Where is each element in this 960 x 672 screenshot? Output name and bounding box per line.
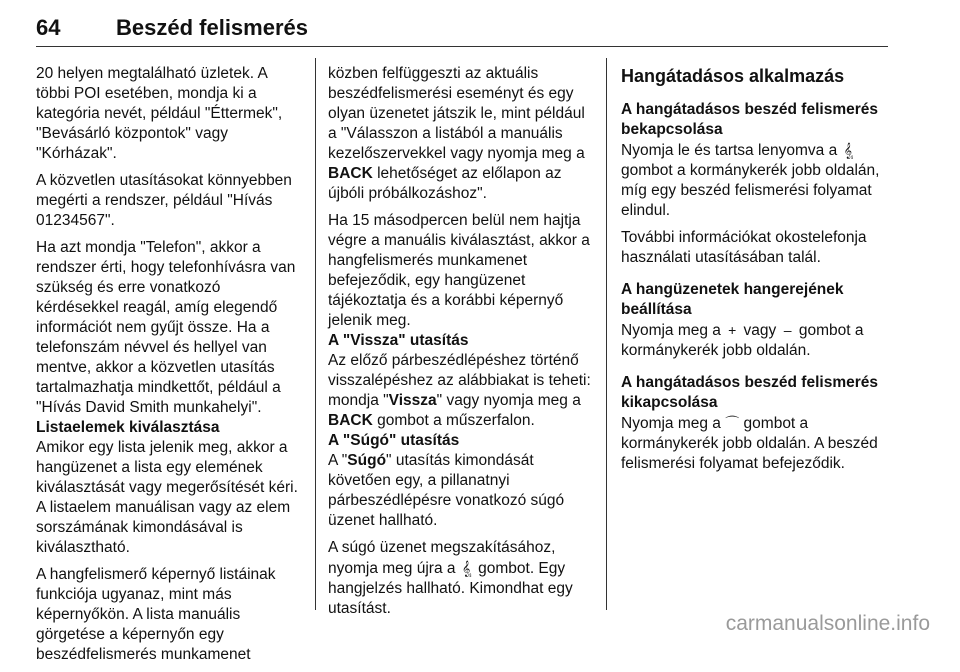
- column-divider: [606, 58, 607, 610]
- section-heading-help: A "Súgó" utasítás: [328, 432, 460, 449]
- page-title: Beszéd felismerés: [116, 15, 308, 40]
- paragraph: A közvetlen utasításokat könnyebben megérti a rendszer, például "Hívás 01234567".: [36, 172, 292, 229]
- plus-icon: +: [728, 322, 737, 338]
- voice-icon: 𝄠: [461, 560, 472, 576]
- paragraph: Ha 15 másodpercen belül nem hajtja végre a manuális kiválasztást, akkor a hangfelismerés munkamenet befejeződik, egy hangüzenet tájékoztatja és a korábbi képernyő jelenik meg.: [328, 212, 590, 329]
- section-heading-back: A "Vissza" utasítás: [328, 332, 469, 349]
- paragraph: 20 helyen megtalálható üzletek. A többi POI esetében, mondja ki a kategória nevét, például "Éttermek", "Bevásárló központok" vagy "Kórházak".: [36, 65, 283, 162]
- hang-up-icon: ⌒: [725, 415, 740, 431]
- paragraph: Az előző párbeszédlépéshez történő visszalépéshez az alábbiakat is teheti: mondja "Vissza" vagy nyomja meg a BACK gombot a műszerfalon.: [328, 352, 591, 429]
- minus-icon: –: [783, 322, 792, 338]
- page-number: 64: [36, 15, 61, 40]
- column-divider: [315, 58, 316, 610]
- paragraph: Nyomja meg a + vagy – gombot a kormánykerék jobb oldalán.: [621, 322, 864, 359]
- paragraph: A súgó üzenet megszakításához, nyomja meg újra a 𝄠 gombot. Egy hangjelzés hallható. Kimondhat egy utasítást.: [328, 539, 573, 617]
- paragraph: További információkat okostelefonja használati utasításában talál.: [621, 229, 867, 266]
- paragraph: A hangfelismerő képernyő listáinak funkciója ugyanaz, mint más képernyőkön. A lista manuális görgetése a képernyőn egy beszédfelismerés munkamenet: [36, 566, 276, 663]
- column-left: [36, 64, 304, 672]
- section-heading-enable: A hangátadásos beszéd felismerés bekapcsolása: [621, 101, 878, 138]
- paragraph: Nyomja meg a ⌒ gombot a kormánykerék jobb oldalán. A beszéd felismerési folyamat befejeződik.: [621, 415, 878, 472]
- paragraph: Nyomja le és tartsa lenyomva a 𝄠 gombot a kormánykerék jobb oldalán, míg egy beszéd felismerési folyamat elindul.: [621, 142, 880, 219]
- page-header: [36, 12, 888, 47]
- voice-icon: 𝄠: [843, 142, 854, 158]
- section-heading-volume: A hangüzenetek hangerejének beállítása: [621, 281, 844, 318]
- section-heading-list-selection: Listaelemek kiválasztása: [36, 419, 220, 436]
- section-title-voice-passthrough: Hangátadásos alkalmazás: [621, 66, 845, 86]
- column-middle: [328, 64, 596, 626]
- section-heading-disable: A hangátadásos beszéd felismerés kikapcsolása: [621, 374, 878, 411]
- paragraph: A "Súgó" utasítás kimondását követően egy, a pillanatnyi párbeszédlépésre vonatkozó súgó üzenet hallható.: [328, 452, 565, 529]
- watermark: carmanualsonline.info: [725, 612, 930, 635]
- paragraph: Amikor egy lista jelenik meg, akkor a hangüzenet a lista egy elemének kiválasztását vagy megerősítését kéri. A listaelem manuálisan vagy az elem sorszámának kimondásával is kiválasztható.: [36, 439, 298, 556]
- paragraph: Ha azt mondja "Telefon", akkor a rendszer érti, hogy telefonhívásra van szükség és erre vonatkozó kérdésekkel reagál, amíg elegendő információt nem gyűjt össze. Ha a telefonszám névvel és hellyel van mentve, akkor a közvetlen utasítás tartalmazhatja mindkettőt, például a "Hívás David Smith munkahelyi".: [36, 239, 296, 416]
- column-right: [621, 64, 891, 481]
- paragraph: közben felfüggeszti az aktuális beszédfelismerési eseményt és egy olyan üzenetet játszik le, mint például a "Válasszon a listából a manuális kezelőszervekkel vagy nyomja meg a BACK lehetőséget az előlapon az újbóli próbálkozáshoz".: [328, 65, 585, 202]
